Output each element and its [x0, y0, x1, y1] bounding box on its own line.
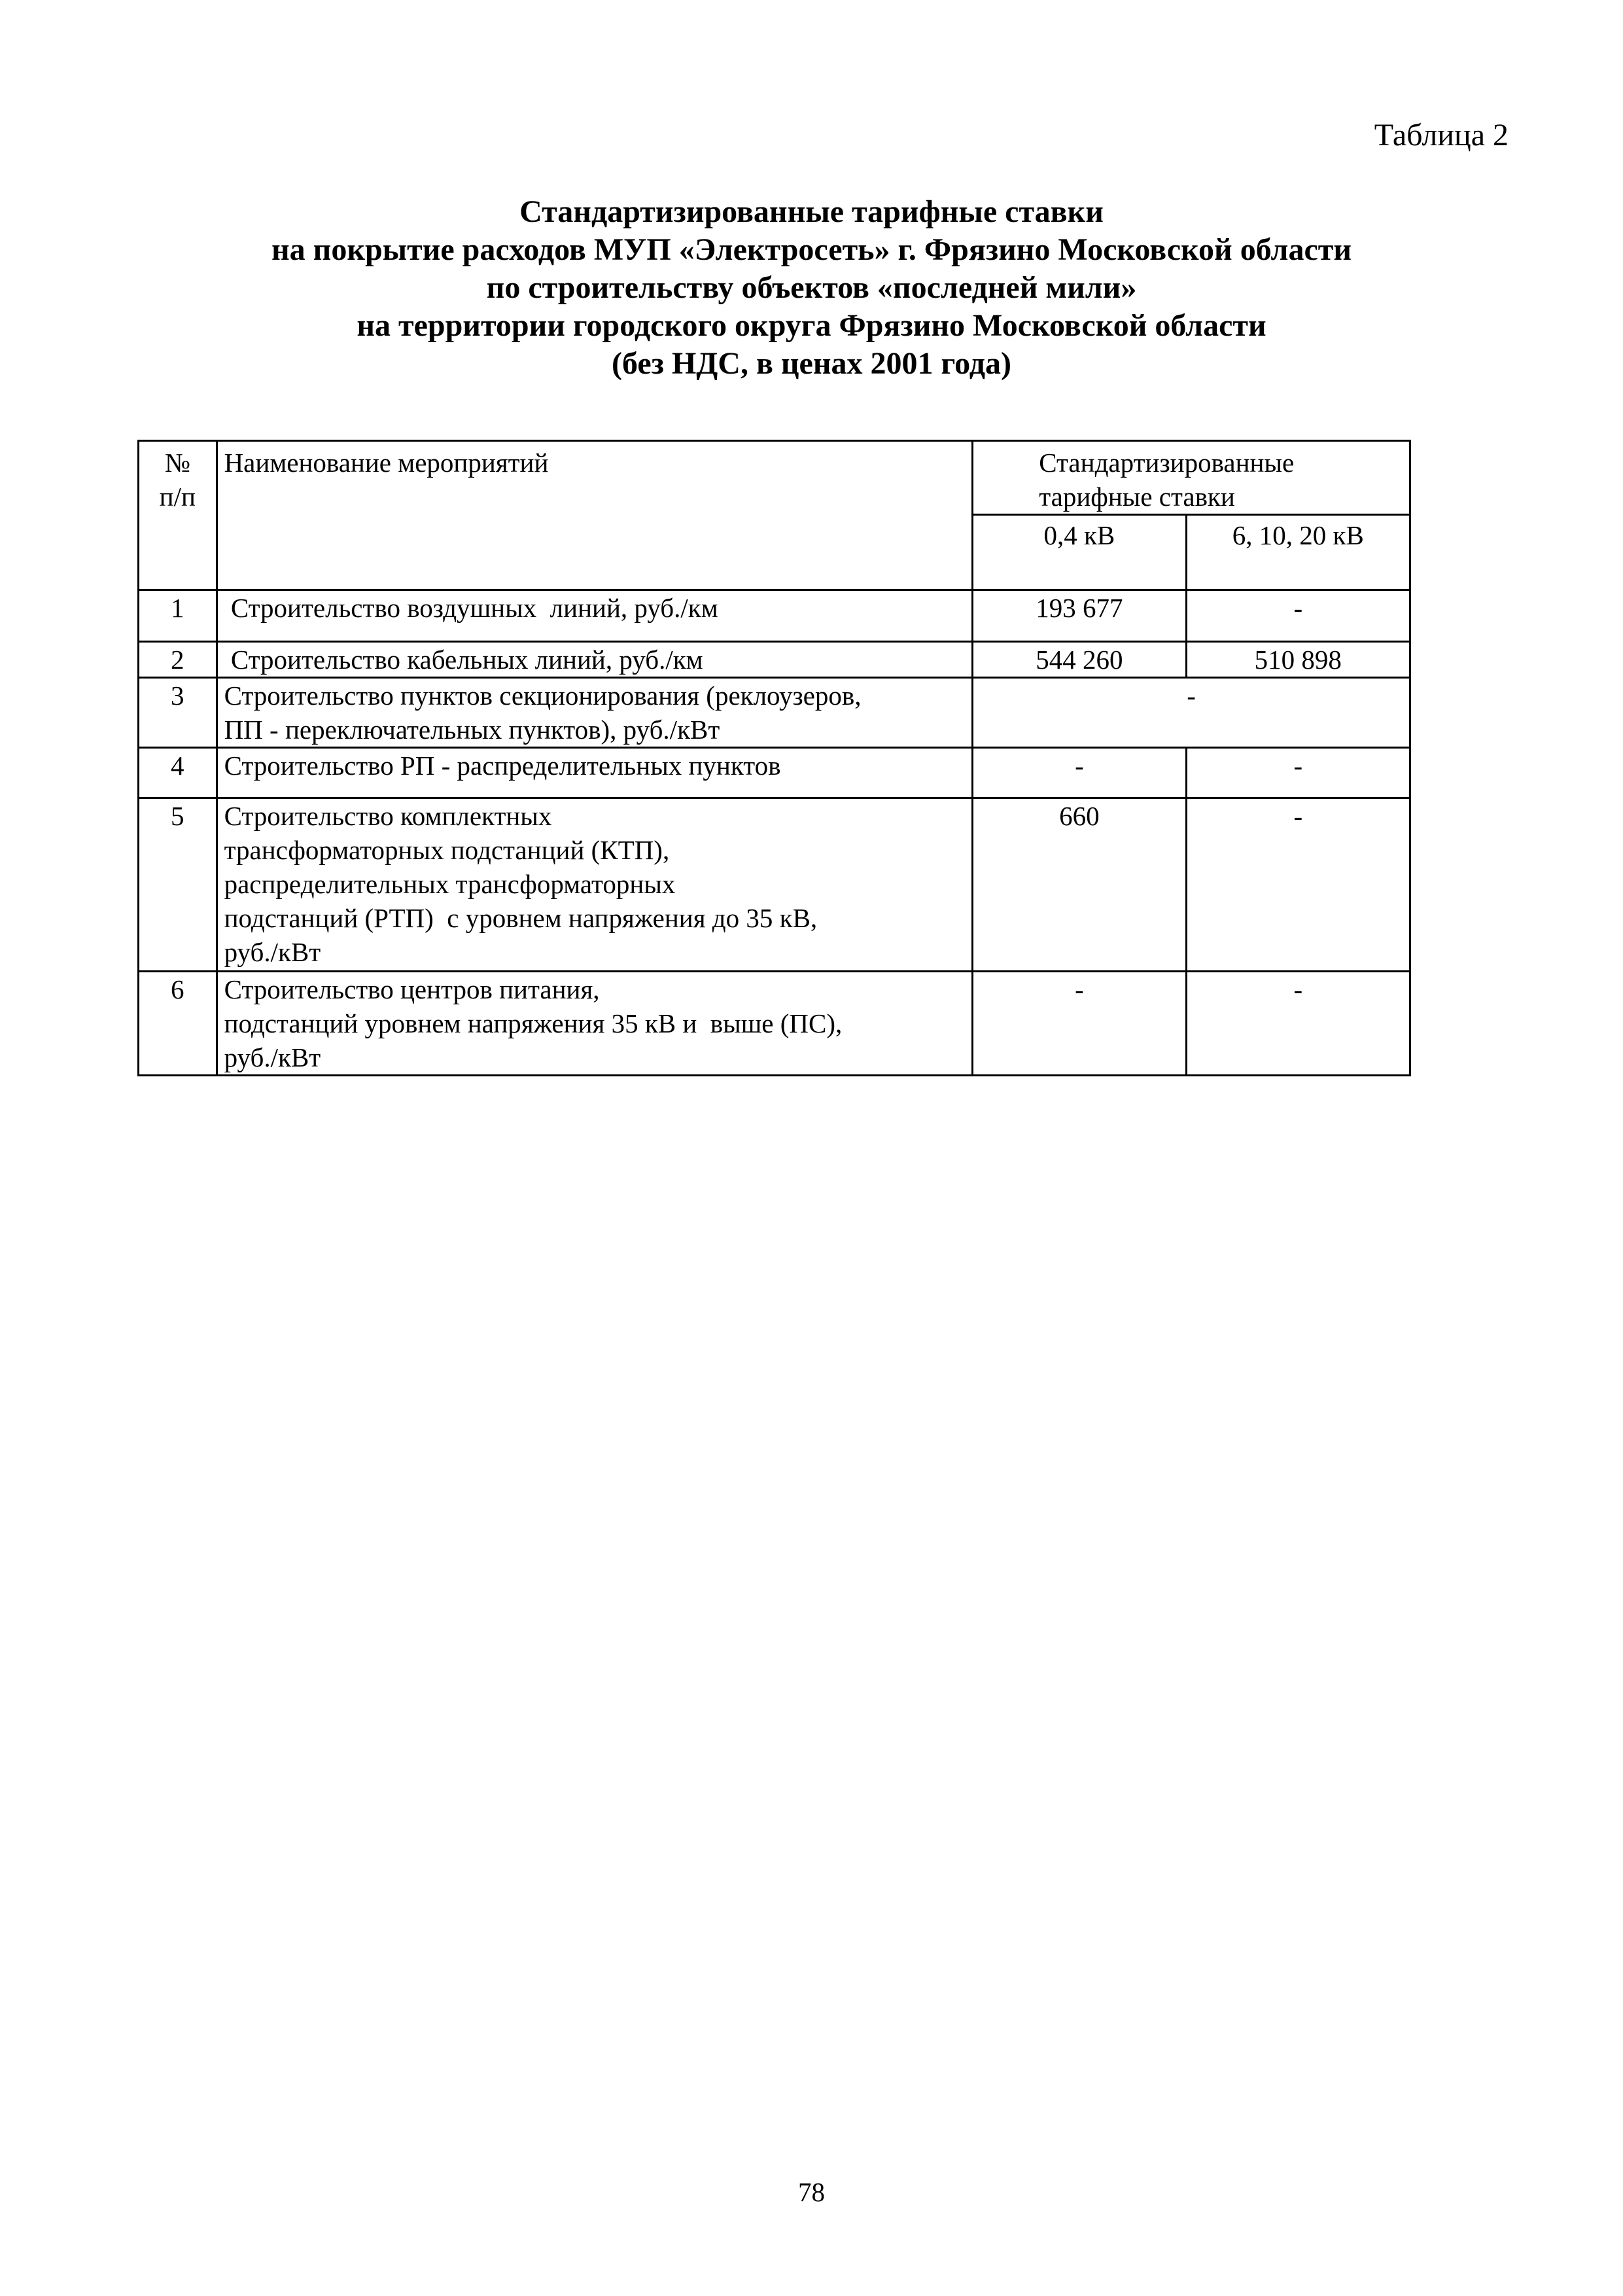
row-name-line: ПП - переключательных пунктов), руб./кВт: [224, 715, 720, 745]
row-value-6-10-20kv: -: [1186, 798, 1410, 972]
row-name-line: руб./кВт: [224, 937, 321, 967]
title-line-4: на территории городского округа Фрязино Московской области: [357, 308, 1266, 343]
header-group-cell: [973, 441, 1410, 515]
header-group-line-2: тарифные ставки: [1039, 482, 1235, 512]
page-number: 78: [798, 2177, 825, 2207]
table-label: Таблица 2: [1374, 118, 1509, 152]
row-value-04kv: -: [973, 972, 1186, 1076]
row-value-merged: -: [973, 678, 1410, 748]
title-line-2: на покрытие расходов МУП «Электросеть» г. Фрязино Московской области: [271, 232, 1352, 267]
table-row: [139, 972, 1410, 1076]
title-line-3: по строительству объектов «последней мили»: [486, 270, 1137, 305]
row-name: Строительство кабельных линий, руб./км: [217, 642, 973, 678]
row-num: 2: [139, 642, 217, 678]
header-num-line-2: п/п: [159, 482, 196, 512]
header-name-cell: Наименование мероприятий: [217, 441, 973, 590]
row-name-line: Строительство комплектных: [224, 801, 552, 831]
row-name: Строительство воздушных линий, руб./км: [217, 590, 973, 642]
row-value-6-10-20kv: -: [1186, 972, 1410, 1076]
row-name-line: трансформаторных подстанций (КТП),: [224, 835, 670, 865]
row-name-line: руб./кВт: [224, 1042, 321, 1072]
row-num: 6: [139, 972, 217, 1076]
table-row: [139, 678, 1410, 748]
table-row: [139, 798, 1410, 972]
header-col-04kv: 0,4 кВ: [973, 515, 1186, 590]
header-num-cell: [139, 441, 217, 590]
row-name-line: Строительство центров питания,: [224, 974, 600, 1004]
row-name: Строительство РП - распределительных пунктов: [217, 748, 973, 798]
row-value-04kv: 193 677: [973, 590, 1186, 642]
row-value-04kv: -: [973, 748, 1186, 798]
row-name-line: подстанций уровнем напряжения 35 кВ и выше (ПС),: [224, 1008, 843, 1038]
row-name-line: подстанций (РТП) с уровнем напряжения до 35 кВ,: [224, 903, 818, 933]
row-value-6-10-20kv: 510 898: [1186, 642, 1410, 678]
row-name: [217, 678, 973, 748]
row-value-04kv: 544 260: [973, 642, 1186, 678]
row-name-line: Строительство пунктов секционирования (реклоузеров,: [224, 680, 862, 711]
row-value-6-10-20kv: -: [1186, 590, 1410, 642]
table-row: [139, 590, 1410, 642]
header-num-line-1: №: [164, 448, 190, 478]
row-name-line: распределительных трансформаторных: [224, 869, 676, 899]
header-col-6-10-20kv: 6, 10, 20 кВ: [1186, 515, 1410, 590]
row-name: [217, 798, 973, 972]
row-name: [217, 972, 973, 1076]
row-value-6-10-20kv: -: [1186, 748, 1410, 798]
row-value-04kv: 660: [973, 798, 1186, 972]
table-row: [139, 642, 1410, 678]
row-num: 3: [139, 678, 217, 748]
row-num: 5: [139, 798, 217, 972]
table-header-row: [139, 441, 1410, 515]
tariff-table: [137, 440, 1411, 1076]
row-num: 1: [139, 590, 217, 642]
table-row: [139, 748, 1410, 798]
title-line-1: Стандартизированные тарифные ставки: [519, 194, 1104, 229]
title-line-5: (без НДС, в ценах 2001 года): [612, 346, 1011, 381]
document-title: [0, 193, 1623, 383]
header-group-line-1: Стандартизированные: [1039, 448, 1295, 478]
row-num: 4: [139, 748, 217, 798]
